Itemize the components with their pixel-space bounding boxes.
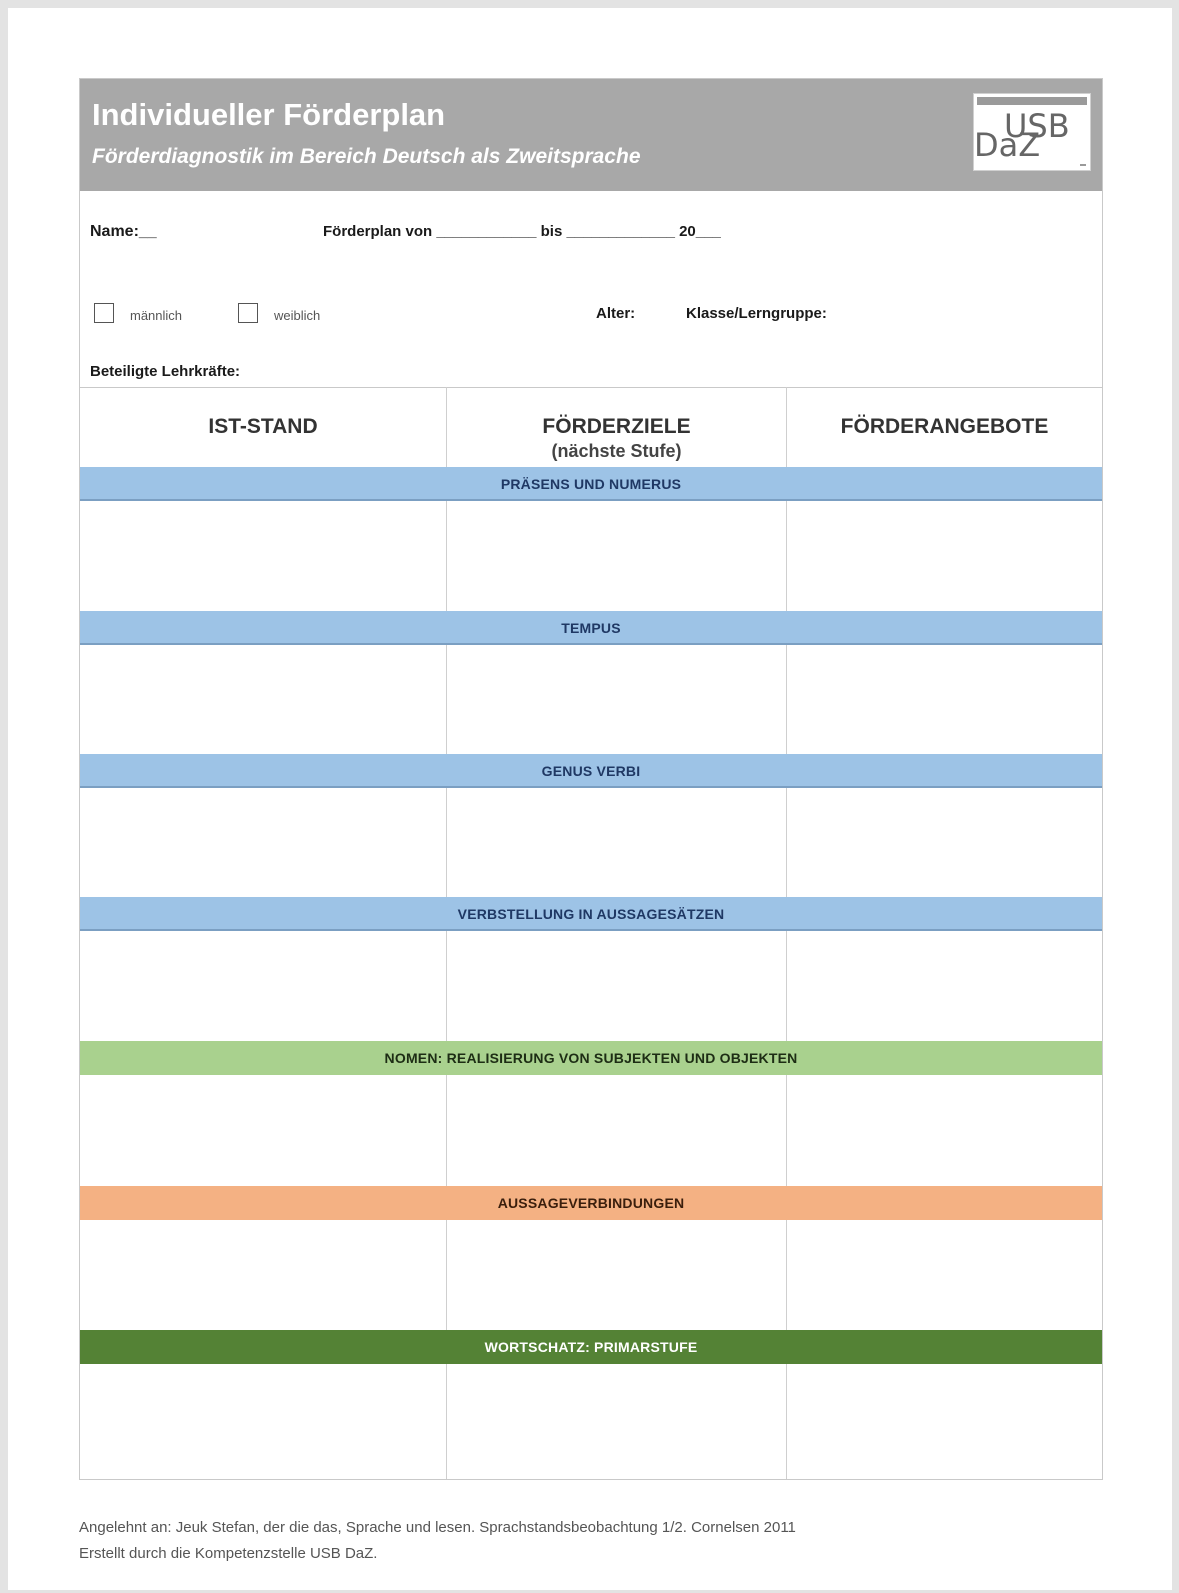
col-head-ist-stand-label: IST-STAND [208,415,318,438]
column-divider [786,387,787,1479]
logo-top-strip [977,97,1087,105]
col-head-foerderangebote-label: FÖRDERANGEBOTE [840,415,1049,438]
section-band-nomen: NOMEN: REALISIERUNG VON SUBJEKTEN UND OBJEKTEN [80,1041,1102,1075]
section-band-aussageverbindungen: AUSSAGEVERBINDUNGEN [80,1186,1102,1220]
footer-credit: Erstellt durch die Kompetenzstelle USB DaZ. [79,1545,378,1562]
footer-source: Angelehnt an: Jeuk Stefan, der die das, Sprache und lesen. Sprachstandsbeobachtung 1/2. Cornelsen 2011 [79,1519,796,1536]
section-band-wortschatz: WORTSCHATZ: PRIMARSTUFE [80,1330,1102,1364]
form-title: Individueller Förderplan [92,97,446,132]
form-subtitle: Förderdiagnostik im Bereich Deutsch als Zweitsprache [92,145,641,168]
male-label: männlich [130,308,183,323]
logo-usb-text: USB [1004,107,1070,145]
col-head-foerderziele-label: FÖRDERZIELE [542,415,691,438]
column-divider [446,387,447,1479]
usb-daz-logo [973,93,1091,171]
form-header [80,79,1102,191]
teachers-field[interactable]: Beteiligte Lehrkräfte: [90,363,241,380]
age-field[interactable]: Alter: [596,305,636,322]
male-checkbox[interactable] [94,303,114,323]
section-band-tempus: TEMPUS [80,611,1102,645]
name-field[interactable]: Name:__ [90,223,157,240]
plan-period-field[interactable]: Förderplan von ____________ bis _____________ 20___ [323,223,721,240]
section-band-verbstellung: VERBSTELLUNG IN AUSSAGESÄTZEN [80,897,1102,931]
logo-daz-text: DaZ [974,126,1041,164]
logo-small-tag [1080,164,1086,166]
female-checkbox[interactable] [238,303,258,323]
foerderplan-form [79,78,1103,1480]
female-label: weiblich [274,308,321,323]
section-band-praesens: PRÄSENS UND NUMERUS [80,467,1102,501]
foerderplan-table [80,387,1102,1479]
section-band-genus-verbi: GENUS VERBI [80,754,1102,788]
document-page [8,8,1172,1590]
student-info [80,191,1102,388]
class-field[interactable]: Klasse/Lerngruppe: [686,305,827,322]
col-head-foerderziele-sub: (nächste Stufe) [551,441,682,461]
